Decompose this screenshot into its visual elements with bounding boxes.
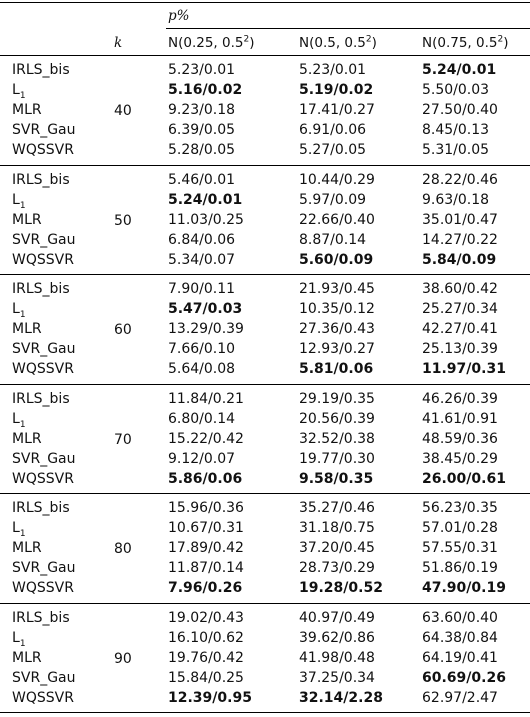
table-row xyxy=(0,558,530,578)
cell-value: 60.69/0.26 xyxy=(422,669,506,686)
method-label xyxy=(12,578,74,598)
cell-value: 46.26/0.39 xyxy=(422,390,498,407)
cell-value: 19.28/0.52 xyxy=(299,580,383,596)
method-name: MLR xyxy=(12,430,42,447)
method-subscript: 1 xyxy=(19,309,26,320)
cell-value: 38.60/0.42 xyxy=(422,281,498,297)
method-subscript: 1 xyxy=(19,419,26,430)
table-row xyxy=(0,648,530,668)
cell-value: 11.84/0.21 xyxy=(168,390,244,407)
cell-value: 19.76/0.42 xyxy=(168,649,244,666)
cell-value: 28.22/0.46 xyxy=(422,171,498,188)
cell-value: 29.19/0.35 xyxy=(299,390,375,407)
table-row xyxy=(0,230,530,250)
method-label xyxy=(12,429,42,449)
cell-value: 39.62/0.86 xyxy=(299,629,375,646)
cell-value: 41.98/0.48 xyxy=(299,649,375,666)
method-name: SVR_Gau xyxy=(12,341,76,357)
method-label xyxy=(12,60,70,80)
table-row xyxy=(0,140,530,160)
cell-value: 35.01/0.47 xyxy=(422,211,498,228)
cell-value: 62.97/2.47 xyxy=(422,689,498,706)
method-name: IRLS_bis xyxy=(12,281,70,297)
table-row xyxy=(0,250,530,270)
method-name: SVR_Gau xyxy=(12,669,76,686)
method-label xyxy=(12,538,42,558)
method-label xyxy=(12,648,42,668)
cell-value: 35.27/0.46 xyxy=(299,500,375,516)
method-name: MLR xyxy=(12,649,42,666)
method-name: MLR xyxy=(12,321,42,337)
cell-value: 51.86/0.19 xyxy=(422,560,498,576)
method-label xyxy=(12,359,74,379)
cell-value: 22.66/0.40 xyxy=(299,211,375,228)
cell-value: 26.00/0.61 xyxy=(422,470,506,487)
cell-value: 5.97/0.09 xyxy=(299,191,367,208)
table-row xyxy=(0,608,530,628)
cell-value: 5.24/0.01 xyxy=(168,191,243,208)
cell-value: 9.12/0.07 xyxy=(168,450,236,467)
cell-value: 5.47/0.03 xyxy=(168,301,243,317)
table-row xyxy=(0,498,530,518)
bottom-rule xyxy=(0,712,530,713)
table-row xyxy=(0,210,530,230)
cell-value: 5.81/0.06 xyxy=(299,361,374,377)
k-value: 80 xyxy=(114,541,132,557)
method-name: MLR xyxy=(12,540,42,556)
method-label xyxy=(12,210,42,230)
col2-sup: 2 xyxy=(365,34,372,45)
table-row xyxy=(0,518,530,538)
cell-value: 5.50/0.03 xyxy=(422,82,490,98)
col2-suffix: ) xyxy=(371,35,377,51)
group-rule xyxy=(0,165,530,166)
method-name: MLR xyxy=(12,211,42,228)
method-label xyxy=(12,250,74,270)
table-row xyxy=(0,538,530,558)
cell-value: 15.96/0.36 xyxy=(168,500,244,516)
method-name: WQSSVR xyxy=(12,689,74,706)
method-label xyxy=(12,628,26,648)
cell-value: 5.24/0.01 xyxy=(422,62,497,78)
group-rule xyxy=(0,493,530,494)
cell-value: 9.58/0.35 xyxy=(299,470,374,487)
cell-value: 42.27/0.41 xyxy=(422,321,498,337)
cell-value: 27.50/0.40 xyxy=(422,102,498,118)
cell-value: 6.84/0.06 xyxy=(168,231,236,248)
cell-value: 38.45/0.29 xyxy=(422,450,498,467)
cell-value: 7.66/0.10 xyxy=(168,341,236,357)
header-k-label xyxy=(114,34,122,52)
method-name: SVR_Gau xyxy=(12,231,76,248)
cell-value: 10.67/0.31 xyxy=(168,520,244,536)
method-subscript: 1 xyxy=(19,200,26,211)
method-name: L xyxy=(12,82,20,98)
cell-value: 48.59/0.36 xyxy=(422,430,498,447)
method-name: SVR_Gau xyxy=(12,122,76,138)
cell-value: 7.96/0.26 xyxy=(168,580,243,596)
method-label xyxy=(12,558,76,578)
cell-value: 10.44/0.29 xyxy=(299,171,375,188)
method-label xyxy=(12,668,76,688)
cell-value: 57.01/0.28 xyxy=(422,520,498,536)
method-label xyxy=(12,518,26,538)
cell-value: 5.28/0.05 xyxy=(168,142,236,158)
table-row xyxy=(0,279,530,299)
cell-value: 21.93/0.45 xyxy=(299,281,375,297)
cell-value: 11.03/0.25 xyxy=(168,211,244,228)
col3-suffix: ) xyxy=(503,35,509,51)
p-label-text: p% xyxy=(168,8,190,24)
table-row xyxy=(0,578,530,598)
table-row xyxy=(0,100,530,120)
method-label xyxy=(12,608,70,628)
method-name: IRLS_bis xyxy=(12,171,70,188)
header-col1 xyxy=(168,34,255,52)
method-label xyxy=(12,80,26,100)
cell-value: 11.97/0.31 xyxy=(422,361,506,377)
cell-value: 6.80/0.14 xyxy=(168,410,236,427)
cell-value: 6.39/0.05 xyxy=(168,122,236,138)
col2-prefix: N(0.5, 0.5 xyxy=(299,35,366,51)
cell-value: 5.16/0.02 xyxy=(168,82,243,98)
cell-value: 37.20/0.45 xyxy=(299,540,375,556)
k-value: 90 xyxy=(114,650,132,667)
cell-value: 6.91/0.06 xyxy=(299,122,367,138)
col1-suffix: ) xyxy=(249,35,255,51)
cell-value: 27.36/0.43 xyxy=(299,321,375,337)
table-row xyxy=(0,688,530,708)
cell-value: 32.14/2.28 xyxy=(299,689,383,706)
k-value: 40 xyxy=(114,103,132,119)
cell-value: 5.23/0.01 xyxy=(299,62,367,78)
cell-value: 5.60/0.09 xyxy=(299,251,374,268)
k-label-text: k xyxy=(114,35,123,51)
table-row xyxy=(0,409,530,429)
method-name: WQSSVR xyxy=(12,361,74,377)
method-label xyxy=(12,170,70,190)
method-name: L xyxy=(12,629,20,646)
cell-value: 5.86/0.06 xyxy=(168,470,243,487)
cell-value: 17.41/0.27 xyxy=(299,102,375,118)
col3-sup: 2 xyxy=(497,34,504,45)
method-label xyxy=(12,100,42,120)
table-row xyxy=(0,299,530,319)
cell-value: 7.90/0.11 xyxy=(168,281,236,297)
cell-value: 8.87/0.14 xyxy=(299,231,367,248)
header-p-label xyxy=(168,7,189,25)
k-value: 70 xyxy=(114,431,132,448)
method-label xyxy=(12,279,70,299)
cell-value: 40.97/0.49 xyxy=(299,609,375,626)
method-label xyxy=(12,319,42,339)
cell-value: 8.45/0.13 xyxy=(422,122,490,138)
top-rule xyxy=(0,2,530,3)
table-row xyxy=(0,120,530,140)
cell-value: 17.89/0.42 xyxy=(168,540,244,556)
method-name: IRLS_bis xyxy=(12,62,70,78)
method-label xyxy=(12,339,76,359)
table-row xyxy=(0,668,530,688)
method-name: L xyxy=(12,301,20,317)
table-row xyxy=(0,469,530,489)
cell-value: 64.19/0.41 xyxy=(422,649,498,666)
table-row xyxy=(0,359,530,379)
col3-prefix: N(0.75, 0.5 xyxy=(422,35,498,51)
col1-prefix: N(0.25, 0.5 xyxy=(168,35,244,51)
cell-value: 19.77/0.30 xyxy=(299,450,375,467)
cell-value: 31.18/0.75 xyxy=(299,520,375,536)
group-rule xyxy=(0,384,530,385)
table-row xyxy=(0,429,530,449)
cell-value: 5.34/0.07 xyxy=(168,251,236,268)
header-col3 xyxy=(422,34,509,52)
method-name: WQSSVR xyxy=(12,251,74,268)
cell-value: 25.13/0.39 xyxy=(422,341,498,357)
cell-value: 5.64/0.08 xyxy=(168,361,236,377)
cell-value: 19.02/0.43 xyxy=(168,609,244,626)
method-label xyxy=(12,190,26,210)
cell-value: 16.10/0.62 xyxy=(168,629,244,646)
method-name: WQSSVR xyxy=(12,470,74,487)
cell-value: 32.52/0.38 xyxy=(299,430,375,447)
group-rule xyxy=(0,274,530,275)
cell-value: 5.31/0.05 xyxy=(422,142,490,158)
method-name: L xyxy=(12,410,20,427)
group-rule xyxy=(0,55,530,56)
method-name: WQSSVR xyxy=(12,580,74,596)
method-label xyxy=(12,299,26,319)
method-label xyxy=(12,688,74,708)
method-name: IRLS_bis xyxy=(12,500,70,516)
method-label xyxy=(12,230,76,250)
method-label xyxy=(12,469,74,489)
cell-value: 10.35/0.12 xyxy=(299,301,375,317)
cell-value: 37.25/0.34 xyxy=(299,669,375,686)
cell-value: 41.61/0.91 xyxy=(422,410,498,427)
cell-value: 5.84/0.09 xyxy=(422,251,497,268)
method-label xyxy=(12,498,70,518)
cell-value: 9.63/0.18 xyxy=(422,191,490,208)
cell-value: 11.87/0.14 xyxy=(168,560,244,576)
table-row xyxy=(0,389,530,409)
cell-value: 5.23/0.01 xyxy=(168,62,236,78)
cell-value: 20.56/0.39 xyxy=(299,410,375,427)
cell-value: 64.38/0.84 xyxy=(422,629,498,646)
group-rule xyxy=(0,603,530,604)
method-name: SVR_Gau xyxy=(12,560,76,576)
method-name: MLR xyxy=(12,102,42,118)
table-row xyxy=(0,628,530,648)
method-name: SVR_Gau xyxy=(12,450,76,467)
table-row xyxy=(0,190,530,210)
cell-value: 28.73/0.29 xyxy=(299,560,375,576)
k-value: 60 xyxy=(114,322,132,338)
cell-value: 14.27/0.22 xyxy=(422,231,498,248)
header-col2 xyxy=(299,34,377,52)
table-row xyxy=(0,170,530,190)
method-label xyxy=(12,389,70,409)
cell-value: 5.27/0.05 xyxy=(299,142,367,158)
method-name: IRLS_bis xyxy=(12,609,70,626)
table-row xyxy=(0,319,530,339)
cell-value: 25.27/0.34 xyxy=(422,301,498,317)
cell-value: 12.39/0.95 xyxy=(168,689,252,706)
table-row xyxy=(0,449,530,469)
cell-value: 12.93/0.27 xyxy=(299,341,375,357)
k-value: 50 xyxy=(114,212,132,229)
table-row xyxy=(0,339,530,359)
cell-value: 15.22/0.42 xyxy=(168,430,244,447)
cell-value: 57.55/0.31 xyxy=(422,540,498,556)
cell-value: 63.60/0.40 xyxy=(422,609,498,626)
header-sub-rule xyxy=(166,28,530,29)
method-name: IRLS_bis xyxy=(12,390,70,407)
method-label xyxy=(12,120,76,140)
method-subscript: 1 xyxy=(19,90,26,101)
method-name: L xyxy=(12,191,20,208)
method-label xyxy=(12,409,26,429)
table-row xyxy=(0,60,530,80)
cell-value: 13.29/0.39 xyxy=(168,321,244,337)
cell-value: 9.23/0.18 xyxy=(168,102,236,118)
cell-value: 5.19/0.02 xyxy=(299,82,374,98)
cell-value: 56.23/0.35 xyxy=(422,500,498,516)
method-label xyxy=(12,140,74,160)
col1-sup: 2 xyxy=(243,34,250,45)
method-label xyxy=(12,449,76,469)
method-subscript: 1 xyxy=(19,638,26,649)
method-name: L xyxy=(12,520,20,536)
method-name: WQSSVR xyxy=(12,142,74,158)
method-subscript: 1 xyxy=(19,528,26,539)
cell-value: 15.84/0.25 xyxy=(168,669,244,686)
table-row xyxy=(0,80,530,100)
cell-value: 47.90/0.19 xyxy=(422,580,506,596)
cell-value: 5.46/0.01 xyxy=(168,171,236,188)
